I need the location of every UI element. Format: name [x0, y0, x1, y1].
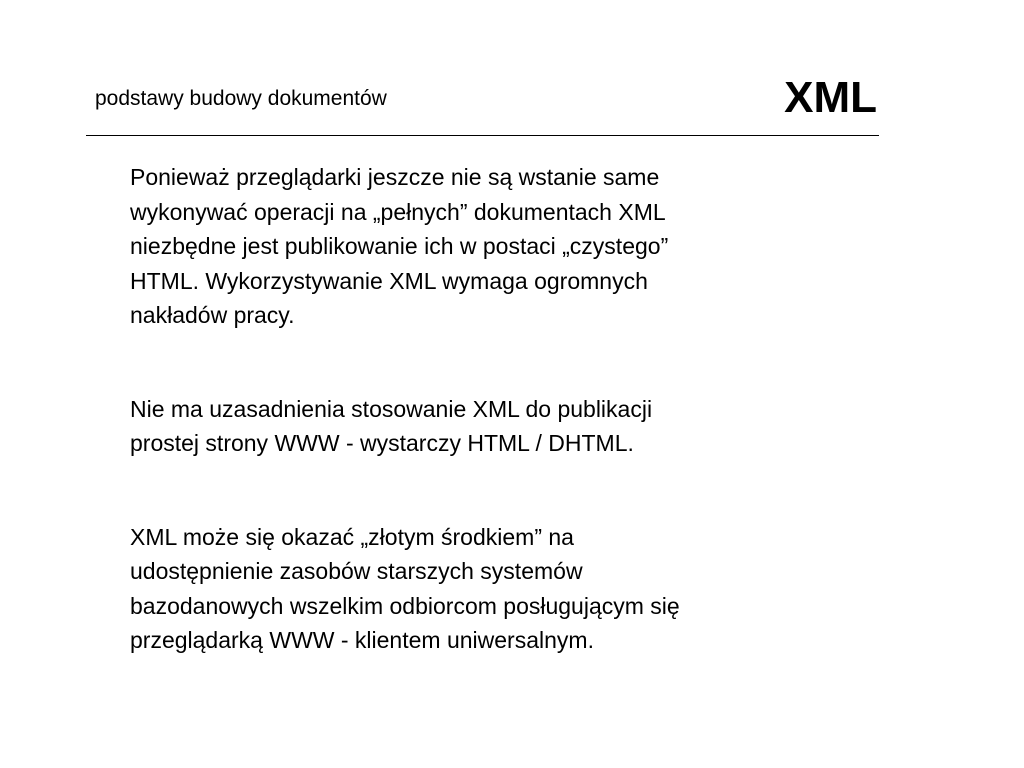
paragraph-line: Nie ma uzasadnienia stosowanie XML do publikacji	[130, 395, 653, 422]
paragraph-line: przeglądarką WWW - klientem uniwersalnym.	[130, 627, 594, 653]
header-title: XML	[784, 73, 877, 122]
paragraph-line: bazodanowych wszelkim odbiorcom posługującym się	[130, 592, 680, 619]
paragraph-line: wykonywać operacji na „pełnych” dokumentach XML	[130, 198, 666, 225]
paragraph-line: niezbędne jest publikowanie ich w postaci „czystego”	[130, 233, 669, 259]
paragraph-browser-limitations	[130, 160, 830, 333]
paragraph-line: prostej strony WWW - wystarczy HTML / DHTML.	[130, 430, 634, 456]
paragraph-line: XML może się okazać „złotym środkiem” na	[130, 523, 574, 550]
paragraph-line: nakładów pracy.	[130, 302, 295, 328]
paragraph-line: HTML. Wykorzystywanie XML wymaga ogromnych	[130, 267, 648, 294]
paragraph-line: Ponieważ przeglądarki jeszcze nie są wstanie same	[130, 164, 660, 190]
paragraph-simple-www	[130, 392, 830, 461]
paragraph-golden-mean	[130, 520, 830, 658]
header-divider	[86, 135, 879, 136]
slide-content	[130, 160, 830, 658]
header-subtitle: podstawy budowy dokumentów	[95, 87, 387, 110]
paragraph-line: udostępnienie zasobów starszych systemów	[130, 558, 583, 584]
